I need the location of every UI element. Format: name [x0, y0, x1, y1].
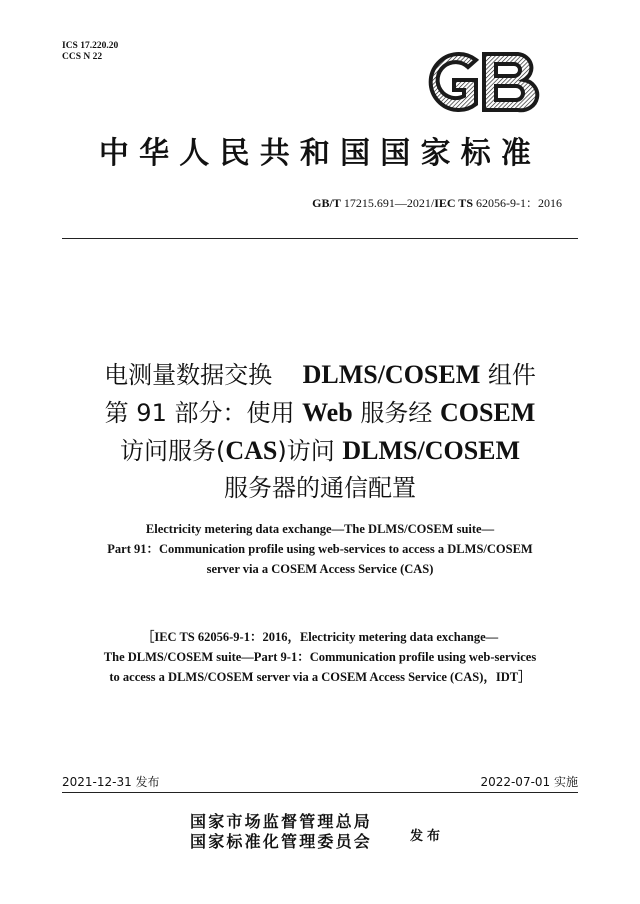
- cn-text: 组件: [487, 361, 536, 389]
- issuer-sac: 国家标准化管理委员会: [190, 832, 373, 851]
- issuing-organizations: [190, 812, 372, 852]
- cn-text: 第 91 部分：使用: [104, 399, 295, 427]
- bottom-rule: [62, 792, 578, 793]
- chinese-title: [40, 356, 600, 507]
- cn-text: )访问: [277, 437, 335, 465]
- iec-prefix: IEC TS: [434, 196, 473, 210]
- standard-code: 17215.691—2021/: [343, 196, 435, 210]
- cn-text: 电测量数据交换: [104, 361, 273, 389]
- english-title: [40, 519, 600, 579]
- cn-title-line-1: [40, 356, 600, 394]
- ics-code: ICS 17.220.20: [62, 41, 119, 51]
- cn-text: 访问服务(: [119, 437, 226, 465]
- idt-line-1: ［IEC TS 62056-9-1：2016，Electricity metering data exchange—: [141, 630, 499, 644]
- latin-text: Web: [302, 398, 353, 427]
- issuer-samr: 国家市场监督管理总局: [190, 812, 373, 831]
- implement-date: 2022-07-01 实施: [480, 775, 578, 789]
- cn-title-line-2: [40, 394, 600, 432]
- issue-label: 发布: [410, 829, 445, 844]
- latin-text: DLMS/COSEM: [302, 360, 481, 389]
- en-title-line-1: Electricity metering data exchange—The DLMS/COSEM suite—: [145, 522, 495, 536]
- publish-date: 2021-12-31 发布: [62, 775, 160, 789]
- latin-text: DLMS/COSEM: [342, 436, 521, 465]
- standard-prefix: GB/T: [312, 196, 341, 210]
- gb-logo: [418, 48, 542, 116]
- latin-text: COSEM: [439, 398, 536, 427]
- cn-title-line-3: [40, 432, 600, 470]
- idt-line-2: The DLMS/COSEM suite—Part 9-1：Communication profile using web-services: [103, 650, 537, 664]
- org-title: 中华人民共和国国家标准: [98, 136, 542, 171]
- latin-text: CAS: [225, 436, 278, 465]
- cn-text: 服务经: [360, 399, 433, 427]
- ccs-code: CCS N 22: [62, 52, 103, 62]
- en-title-line-2: Part 91：Communication profile using web-services to access a DLMS/COSEM: [107, 542, 533, 556]
- idt-line-3: to access a DLMS/COSEM server via a COSEM Access Service (CAS)，IDT］: [109, 670, 531, 684]
- equivalence-note: [40, 627, 600, 687]
- en-title-line-3: server via a COSEM Access Service (CAS): [206, 562, 434, 576]
- iec-code: 62056-9-1：2016: [476, 196, 562, 210]
- cn-title-line-4: 服务器的通信配置: [224, 474, 416, 502]
- top-rule: [62, 238, 578, 239]
- standard-number: [312, 194, 562, 211]
- classification-codes: [62, 41, 118, 63]
